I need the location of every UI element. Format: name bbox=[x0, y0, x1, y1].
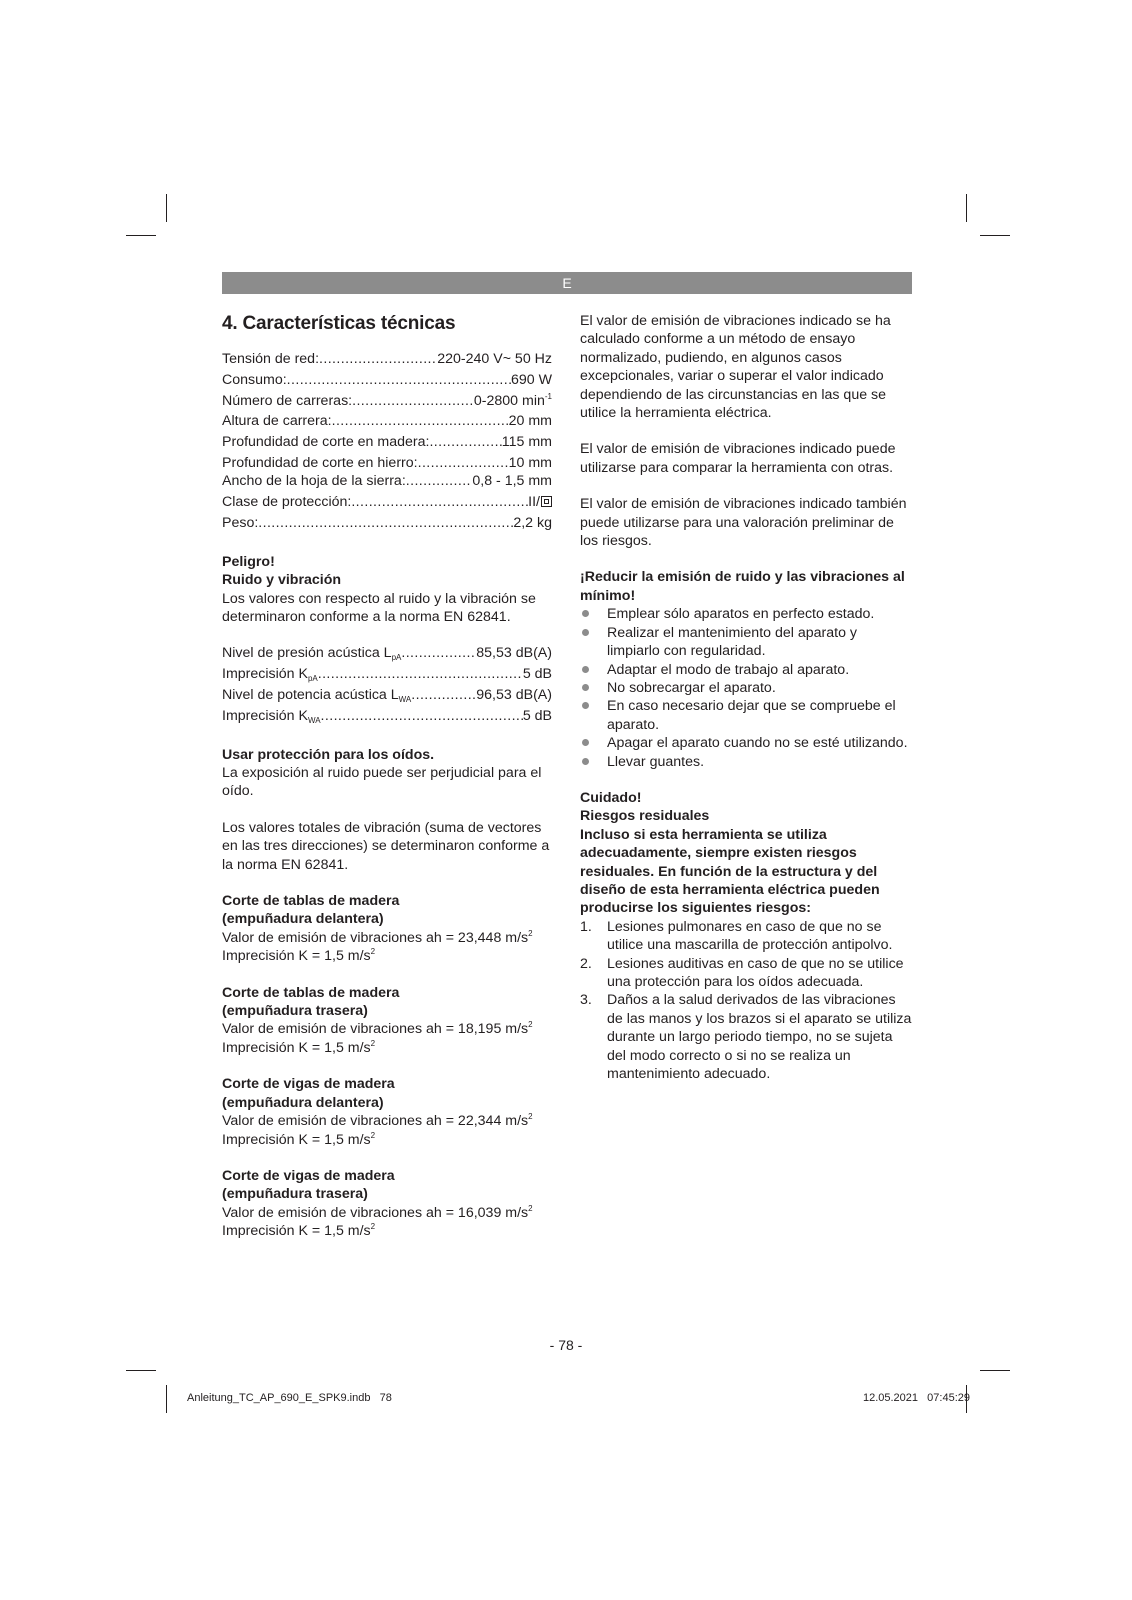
danger-heading: Peligro! bbox=[222, 553, 275, 570]
spec-row: Profundidad de corte en hierro: ..... 10 mm bbox=[222, 454, 552, 472]
bullet-icon bbox=[582, 702, 589, 709]
noise-heading: Ruido y vibración bbox=[222, 572, 342, 589]
list-item: Llevar guantes. bbox=[580, 753, 912, 771]
risks-list bbox=[580, 918, 912, 1084]
reduce-emissions-heading: ¡Reducir la emisión de ruido y las vibraciones al mínimo! bbox=[580, 569, 905, 604]
ear-protection-paragraph: La exposición al ruido puede ser perjudicial para el oído. bbox=[222, 765, 542, 800]
vibration-block: Corte de vigas de madera (empuñadura delantera) Valor de emisión de vibraciones ah = 22,344 $m/s^2$ Imprecisión K = 1,5 $m/s^2$ bbox=[222, 1076, 533, 1148]
residual-risks-intro: Incluso si esta herramienta se utiliza adecuadamente, siempre existen riesgos residuales. En función de la estructura y del diseño de esta herramienta eléctrica pueden producirse los siguientes riesgos: bbox=[580, 826, 880, 917]
page-number: - 78 - bbox=[549, 1337, 583, 1353]
section-title: 4. Características técnicas bbox=[222, 313, 456, 334]
list-item: Realizar el mantenimiento del aparato y limpiarlo con regularidad. bbox=[580, 624, 912, 661]
noise-row: Imprecisión $K_{WA}$ ..... 5 dB bbox=[222, 707, 552, 725]
vibration-note-3: El valor de emisión de vibraciones indicado también puede utilizarse para una valoración preliminar de los riesgos. bbox=[580, 496, 907, 550]
list-item: Adaptar el modo de trabajo al aparato. bbox=[580, 661, 912, 679]
ear-protection-heading: Usar protección para los oídos. bbox=[222, 746, 435, 763]
crop-mark bbox=[126, 235, 156, 236]
language-header-bar: E bbox=[222, 272, 912, 294]
spec-row: Ancho de la hoja de la sierra: ..... 0,8 - 1,5 mm bbox=[222, 472, 552, 490]
vibration-note-1: El valor de emisión de vibraciones indicado se ha calculado conforme a un método de ensayo normalizado, pudiendo, en algunos casos excepcionales, variar o superar el valor indicado dependiendo de las circunstancias en las que se utilice la herramienta eléctrica. bbox=[580, 313, 891, 422]
vibration-note-2: El valor de emisión de vibraciones indicado puede utilizarse para comparar la herramienta con otras. bbox=[580, 441, 896, 476]
spec-list bbox=[222, 350, 552, 532]
list-item: En caso necesario dejar que se compruebe el aparato. bbox=[580, 697, 912, 734]
bullet-icon bbox=[582, 758, 589, 765]
crop-mark bbox=[980, 1370, 1010, 1371]
crop-mark bbox=[166, 194, 167, 222]
protection-class-ii-icon bbox=[541, 496, 552, 507]
caution-heading: Cuidado! bbox=[580, 789, 642, 806]
spec-row: Altura de carrera: ..... 20 mm bbox=[222, 412, 552, 430]
list-item: Apagar el aparato cuando no se esté utilizando. bbox=[580, 734, 912, 752]
noise-row: Imprecisión $K_{pA}$ ..... 5 dB bbox=[222, 665, 552, 683]
spec-row: Tensión de red: ..... 220-240 V~ 50 Hz bbox=[222, 350, 552, 368]
list-item: 3. Daños a la salud derivados de las vibraciones de las manos y los brazos si el aparato se utiliza durante un largo periodo tiempo, no se sujeta del modo correcto o si no se realiza un mantenimiento adecuado. bbox=[580, 992, 912, 1083]
list-item: 1. Lesiones pulmonares en caso de que no se utilice una mascarilla de protección antipolvo. bbox=[580, 918, 893, 954]
list-item: Emplear sólo aparatos en perfecto estado. bbox=[580, 605, 912, 623]
crop-mark bbox=[966, 194, 967, 222]
spec-row: Consumo: ..... 690 W bbox=[222, 371, 552, 389]
bullet-icon bbox=[582, 629, 589, 636]
vibration-block: Corte de vigas de madera (empuñadura trasera) Valor de emisión de vibraciones ah = 16,039 $m/s^2$ Imprecisión K = 1,5 $m/s^2$ bbox=[222, 1167, 533, 1240]
right-column bbox=[580, 312, 912, 1083]
bullet-icon bbox=[582, 684, 589, 691]
crop-mark bbox=[166, 1385, 167, 1413]
list-item: 2. Lesiones auditivas en caso de que no se utilice una protección para los oídos adecuada. bbox=[580, 955, 904, 990]
spec-row: Clase de protección: ..... II/ bbox=[222, 493, 552, 511]
bullet-icon bbox=[582, 610, 589, 617]
spec-row: Peso: ..... 2,2 kg bbox=[222, 514, 552, 532]
crop-mark bbox=[980, 235, 1010, 236]
noise-row: Nivel de potencia acústica $L_{WA}$ ..... 96,53 dB(A) bbox=[222, 686, 552, 704]
recommendations-list bbox=[580, 605, 912, 771]
footer-filename: Anleitung_TC_AP_690_E_SPK9.indb 78 bbox=[187, 1392, 392, 1404]
spec-row: Profundidad de corte en madera: ..... 115 mm bbox=[222, 433, 552, 451]
footer-datetime: 12.05.2021 07:45:29 bbox=[862, 1392, 970, 1404]
spec-row: Número de carreras: ..... 0-2800 $\min^{-1}$ bbox=[222, 392, 552, 410]
bullet-icon bbox=[582, 666, 589, 673]
crop-mark bbox=[126, 1370, 156, 1371]
bullet-icon bbox=[582, 739, 589, 746]
vibration-paragraph: Los valores totales de vibración (suma de vectores en las tres direcciones) se determinaron conforme a la norma EN 62841. bbox=[222, 819, 550, 873]
noise-paragraph: Los valores con respecto al ruido y la vibración se determinaron conforme a la norma EN 62841. bbox=[222, 590, 536, 625]
list-item: No sobrecargar el aparato. bbox=[580, 679, 912, 697]
left-column bbox=[222, 312, 552, 1241]
residual-risks-heading: Riesgos residuales bbox=[580, 808, 710, 825]
vibration-block: Corte de tablas de madera (empuñadura delantera) Valor de emisión de vibraciones ah = 23,448 $m/s^2$ Imprecisión K = 1,5 $m/s^2$ bbox=[222, 893, 533, 965]
noise-values-list bbox=[222, 644, 552, 725]
vibration-block: Corte de tablas de madera (empuñadura trasera) Valor de emisión de vibraciones ah = 18,195 $m/s^2$ Imprecisión K = 1,5 $m/s^2$ bbox=[222, 984, 533, 1056]
noise-row: Nivel de presión acústica $L_{pA}$ ..... 85,53 dB(A) bbox=[222, 644, 552, 662]
